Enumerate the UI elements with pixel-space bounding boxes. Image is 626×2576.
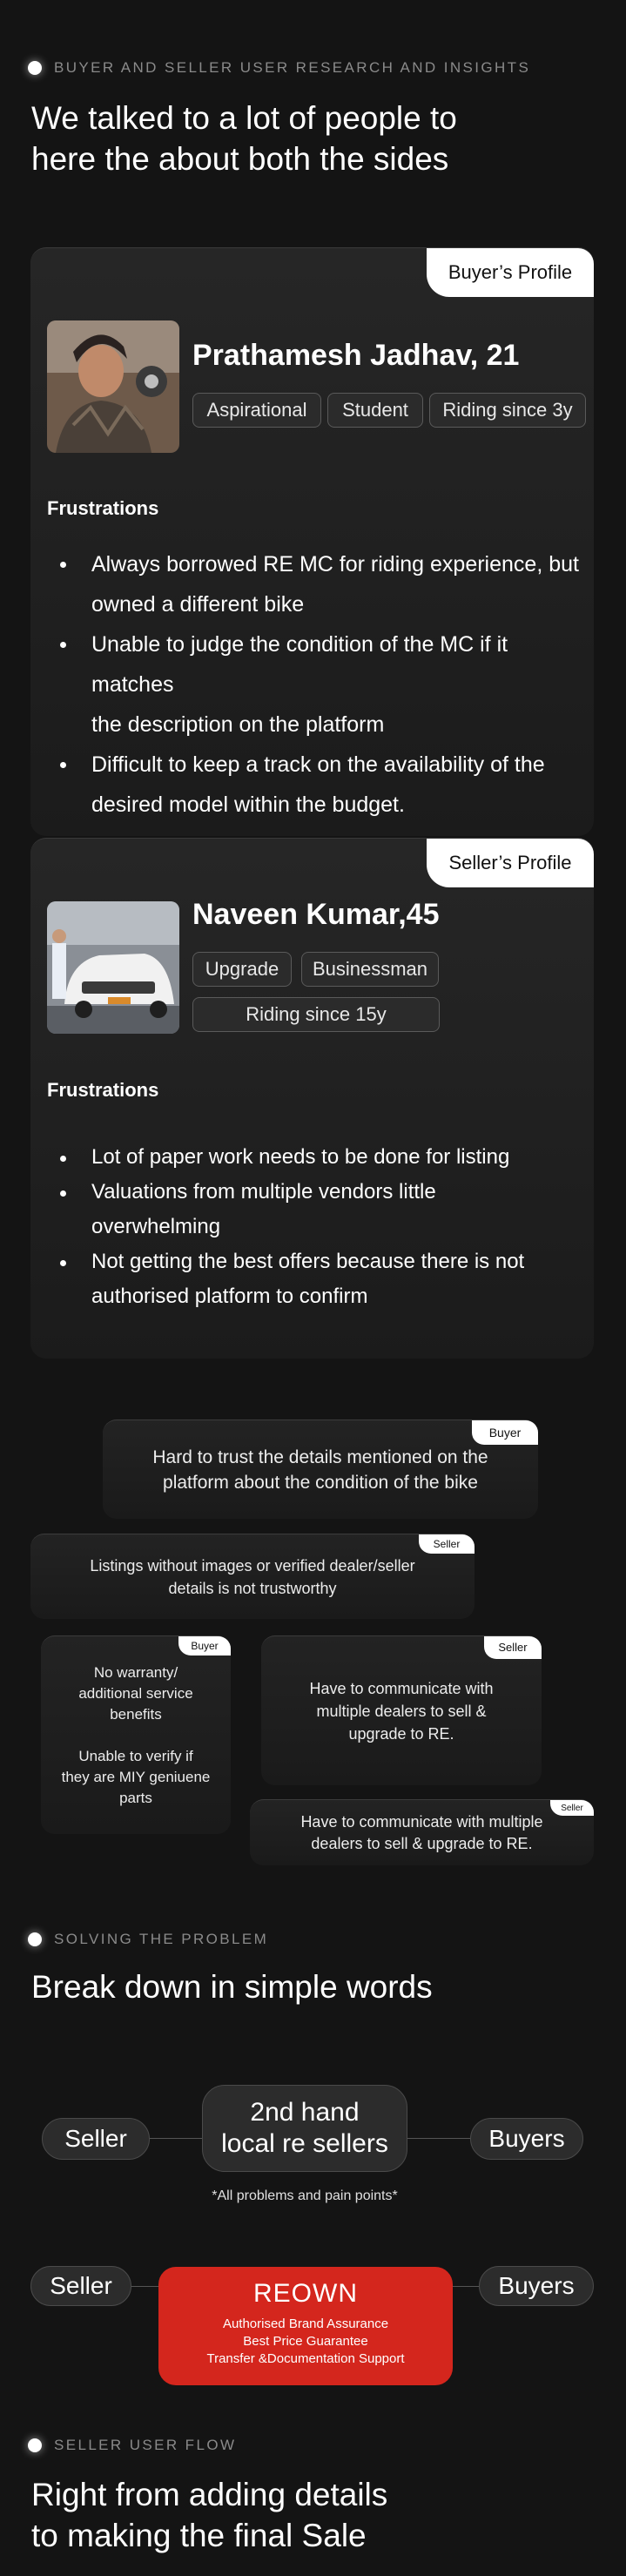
buyer-chip-student: Student [327,393,423,428]
seller-flow-eyebrow [28,2437,236,2454]
seller-chip-upgrade: Upgrade [192,952,292,987]
insight-text: Hard to trust the details mentioned on the platform about the condition of the bike [152,1446,488,1493]
seller-name: Naveen Kumar,45 [192,898,440,931]
eyebrow-label: BUYER AND SELLER USER RESEARCH AND INSIGHTS [54,59,531,76]
list-item: Lot of paper work needs to be done for listing [60,1140,582,1175]
buyer-frustrations-title: Frustrations [47,497,159,519]
flow1-note: *All problems and pain points* [212,2188,398,2203]
research-headline: We talked to a lot of people to here the about both the sides [31,100,457,177]
reown-brand: REOWN [253,2279,358,2308]
insight-text: Have to communicate with multiple dealers to sell & upgrade to RE. [300,1812,543,1852]
list-item: Unable to judge the condition of the MC if it matches the description on the platform [60,624,582,745]
reown-solution-card [158,2267,453,2385]
insight-tag-seller: Seller [419,1534,475,1554]
flow2-seller-pill: Seller [30,2266,131,2306]
flow1-buyers-pill: Buyers [470,2118,583,2160]
seller-profile-tab: Seller’s Profile [427,839,594,887]
list-item: Valuations from multiple vendors little overwhelming [60,1175,582,1244]
seller-avatar [47,901,179,1034]
bullet-dot-icon [28,2438,42,2452]
insight-text: Listings without images or verified dealer/seller details is not trustworthy [90,1556,415,1597]
buyer-frustrations-list [60,544,582,825]
eyebrow-label: SOLVING THE PROBLEM [54,1931,269,1947]
seller-frustrations-title: Frustrations [47,1079,159,1101]
insight-tag-seller: Seller [484,1636,542,1659]
insight-card [41,1635,231,1834]
bullet-dot-icon [28,1932,42,1946]
buyer-avatar [47,320,179,453]
insight-card [103,1419,538,1519]
buyer-chip-aspirational: Aspirational [192,393,321,428]
flow-connector [451,2286,481,2287]
seller-frustrations-list [60,1140,582,1314]
buyer-profile-card [30,247,594,836]
flow-connector [407,2138,470,2139]
insight-card [250,1799,594,1865]
solving-headline: Break down in simple words [31,1969,433,2005]
list-item: Not getting the best offers because there is not authorised platform to confirm [60,1244,582,1314]
insight-card [30,1534,475,1619]
list-item: Always borrowed RE MC for riding experience, but owned a different bike [60,544,582,624]
insight-tag-seller: Seller [550,1800,594,1816]
flow1-seller-pill: Seller [42,2118,150,2160]
insight-text: Have to communicate with multiple dealers to sell & upgrade to RE. [309,1679,494,1743]
solving-section-eyebrow [28,1931,268,1948]
buyer-chip-riding-since: Riding since 3y [429,393,586,428]
buyer-profile-tab: Buyer’s Profile [427,248,594,297]
seller-chip-riding-since: Riding since 15y [192,997,440,1032]
research-section-eyebrow [28,59,530,77]
insight-text: No warranty/ additional service benefits Unable to verify if they are MIY geniuene parts [61,1663,211,1806]
list-item: Difficult to keep a track on the availability of the desired model within the budget. [60,745,582,825]
flow2-buyers-pill: Buyers [479,2266,594,2306]
seller-chip-businessman: Businessman [301,952,439,987]
bullet-dot-icon [28,61,42,75]
flow-connector [129,2286,160,2287]
seller-flow-headline: Right from adding details to making the final Sale [31,2477,388,2553]
insight-tag-buyer: Buyer [472,1420,538,1445]
insight-tag-buyer: Buyer [178,1636,231,1656]
flow-connector [148,2138,202,2139]
reown-features: Authorised Brand Assurance Best Price Guarantee Transfer &Documentation Support [206,2316,405,2366]
buyer-name: Prathamesh Jadhav, 21 [192,339,520,372]
eyebrow-label: SELLER USER FLOW [54,2437,237,2453]
flow1-local-resellers-pill: 2nd hand local re sellers [202,2085,407,2172]
insight-card [261,1635,542,1785]
seller-profile-card [30,838,594,1359]
